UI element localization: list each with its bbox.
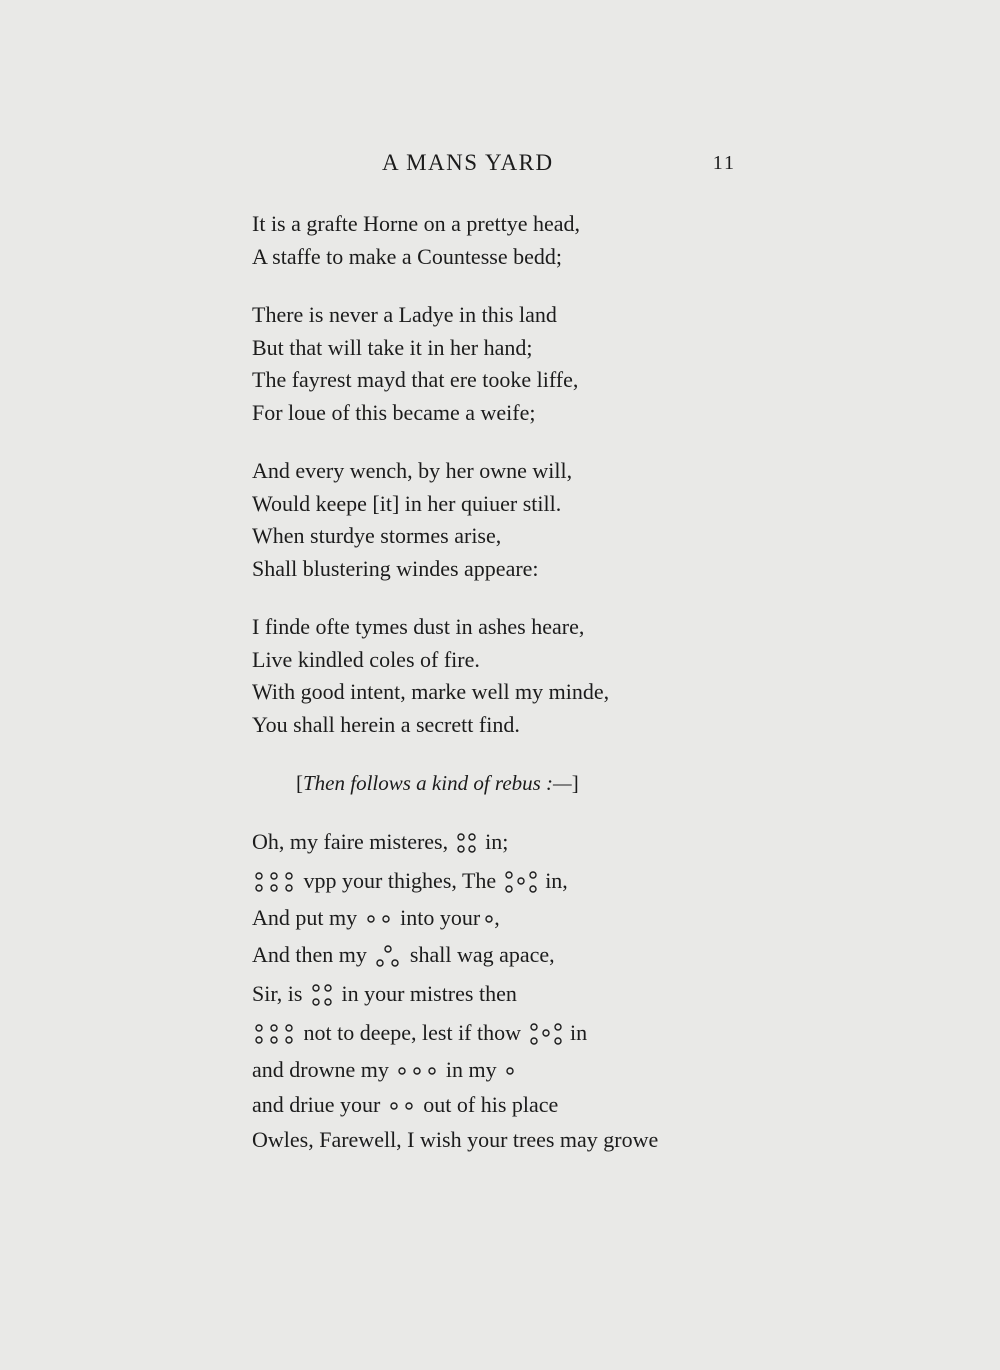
page-header: [252, 150, 742, 184]
stanza-1: [252, 208, 772, 273]
circle-glyph-icon: [255, 1022, 295, 1046]
circle-glyph-icon: [366, 912, 392, 926]
stanza-2: [252, 299, 772, 429]
verse-line: Live kindled coles of fire.: [252, 646, 480, 672]
verse-text: and drowne my: [252, 1056, 389, 1082]
rebus-line: [252, 1013, 772, 1052]
verse-line: With good intent, marke well my minde,: [252, 679, 610, 704]
verse-text: shall wag apace,: [409, 941, 555, 967]
verse-line: A staffe to make a Countesse bedd;: [252, 243, 562, 269]
note-bracket-close: ]: [571, 771, 579, 795]
note-bracket-open: [: [296, 771, 303, 795]
verse-line: It is a grafte Horne on a prettye head,: [252, 211, 581, 236]
circle-glyph-icon: [255, 870, 295, 894]
verse-text: vpp your thighes, The: [303, 867, 497, 893]
rebus-line: [252, 822, 772, 861]
verse-line: And every wench, by her owne will,: [252, 458, 573, 483]
rebus-line: [252, 974, 772, 1013]
circle-glyph-icon: [457, 831, 477, 855]
circle-glyph-icon: [530, 1022, 562, 1046]
verse-line: You shall herein a secrett find.: [252, 711, 520, 737]
circle-glyph-icon: [484, 912, 494, 926]
verse-line: The fayrest mayd that ere tooke liffe,: [252, 367, 579, 392]
verse-line: There is never a Ladye in this land: [252, 302, 557, 327]
circle-glyph-icon: [311, 982, 333, 1008]
verse-text: into your: [400, 904, 481, 930]
verse-line: For loue of this became a weife;: [252, 399, 536, 425]
verse-text: And then my: [252, 941, 367, 967]
circle-glyph-icon: [389, 1099, 415, 1113]
verse-text: in: [570, 1019, 588, 1045]
verse-text: And put my: [252, 904, 358, 930]
verse-text: in;: [485, 828, 509, 854]
circle-glyph-icon: [375, 943, 401, 969]
circle-glyph-icon: [505, 1064, 515, 1078]
rebus-stanza: [252, 822, 772, 1157]
stanza-3: [252, 455, 772, 585]
verse-line: I finde ofte tymes dust in ashes heare,: [252, 614, 585, 639]
verse-line: Shall blustering windes appeare:: [252, 555, 539, 581]
verse-line: Would keepe [it] in her quiuer still.: [252, 490, 562, 516]
verse-text: out of his place: [423, 1091, 559, 1117]
verse-text: ,: [494, 904, 500, 930]
verse-text: Sir, is: [252, 980, 303, 1006]
verse-text: Oh, my faire misteres,: [252, 828, 449, 854]
verse-text: in your mistres then: [341, 980, 517, 1006]
running-title: A MANS YARD: [382, 150, 554, 175]
rebus-line: Owles, Farewell, I wish your trees may growe: [252, 1126, 659, 1152]
verse-text: not to deepe, lest if thow: [303, 1019, 522, 1045]
verse-line: When sturdye stormes arise,: [252, 523, 502, 548]
rebus-line: [252, 1087, 772, 1122]
editorial-note: [296, 767, 772, 800]
stanza-4: [252, 611, 772, 741]
rebus-line: [252, 935, 772, 974]
rebus-line: [252, 1052, 772, 1087]
circle-glyph-icon: [505, 870, 537, 894]
verse-text: in my: [445, 1056, 497, 1082]
verse-line: But that will take it in her hand;: [252, 334, 533, 360]
page-number: 11: [712, 152, 736, 174]
rebus-line: [252, 900, 772, 935]
note-text: Then follows a kind of rebus :—: [303, 771, 572, 795]
verse-text: and driue your: [252, 1091, 381, 1117]
poem: [252, 208, 772, 1157]
verse-text: in,: [545, 867, 568, 893]
rebus-line: [252, 861, 772, 900]
circle-glyph-icon: [397, 1064, 437, 1078]
